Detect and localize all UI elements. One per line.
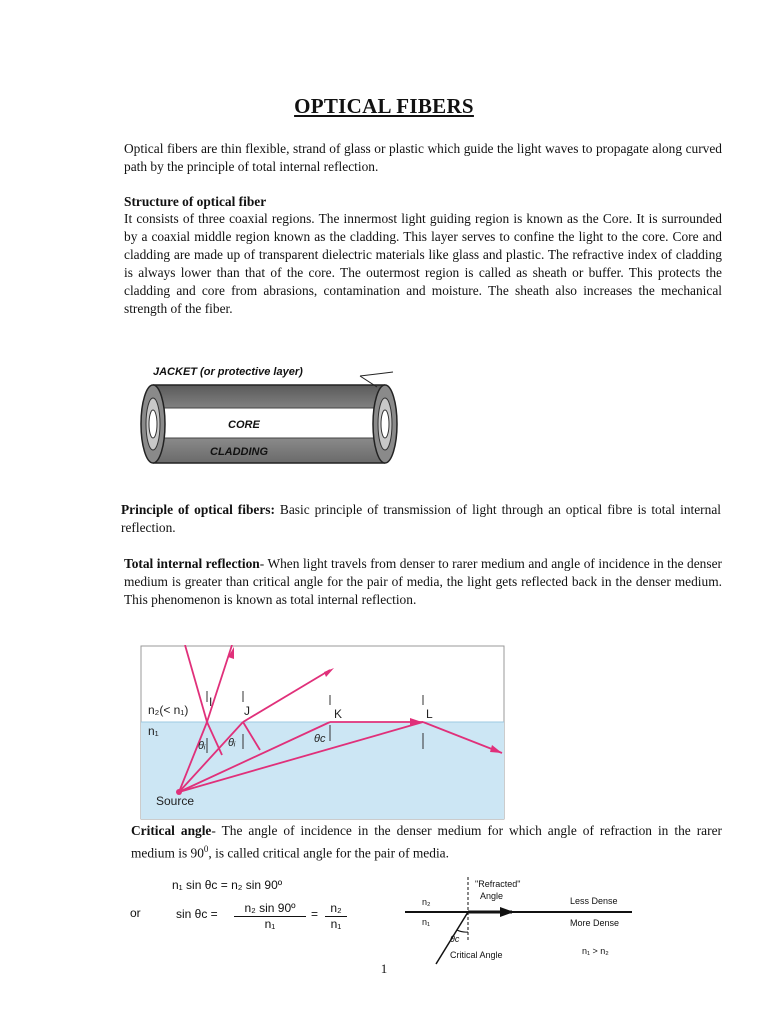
n2-label: n₂(< n₁) [148,703,189,717]
n1-label: n₁ [148,724,159,738]
fraction-2-denominator: n₁ [330,917,342,931]
point-j-label: J [244,704,250,718]
fraction-1-numerator: n₂ sin 90º [234,901,306,917]
critical-angle-formula [130,873,360,945]
intro-paragraph: Optical fibers are thin flexible, strand of glass or plastic which guide the light waves to propagate along curved path by the principle of total internal reflection. [124,141,722,174]
principle-paragraph [121,501,721,537]
point-i-label: I [209,695,213,709]
more-dense-label: More Dense [570,918,620,928]
formula-line-1: n₁ sin θc = n₂ sin 90º [172,878,283,892]
point-k-label: K [334,707,343,721]
angle-label: Angle [480,891,504,901]
n2-label: n₂ [422,897,431,907]
page-number: 1 [380,961,388,976]
tir-diagram [140,645,505,820]
core-layer [153,408,385,438]
critical-text-after: , is called critical angle for the pair of media. [208,845,449,861]
n1-label: n₁ [422,917,431,927]
relation-label: n₁ > n₂ [582,946,609,956]
critical-text-before: - The angle of incidence in the denser medium for which angle of refraction in the rarer medium is 90 [131,823,722,861]
theta-i-label-1: θᵢ [198,740,206,752]
formula-or: or [130,906,141,920]
fraction-2-numerator: n₂ [325,901,347,917]
tir-heading: Total internal reflection [124,556,260,571]
point-l-label: L [426,707,433,721]
structure-heading: Structure of optical fiber [124,194,267,209]
tir-paragraph [124,555,722,609]
fiber-structure-diagram [135,360,405,470]
formula-fraction-2 [325,901,347,931]
critical-angle-label: Critical Angle [450,950,503,960]
structure-paragraph: It consists of three coaxial regions. The innermost light guiding region is known as the Core. It is surrounded by a coaxial middle region known as the cladding. This layer serves to confine the light to the core. Core and cladding are made up of transparent dielectric materials like glass and plastic. The refractive index of cladding is always lower than that of the core. The outermost region is called as sheath or buffer. This protects the cladding and core from abrasions, contamination and moisture. The sheath also increases the mechanical strength of the fiber. [124,211,722,316]
less-dense-label: Less Dense [570,896,618,906]
tir-text: - When light travels from denser to rarer medium and angle of incidence in the denser medium is greater than critical angle for the pair of media, the light gets reflected back in the denser medium. This phenomenon is known as total internal reflection. [124,556,722,607]
critical-heading: Critical angle [131,823,212,838]
jacket-label: JACKET (or protective layer) [153,366,303,378]
principle-text: Basic principle of transmission of light through an optical fibre is total internal reflection. [121,502,721,535]
principle-heading: Principle of optical fibers: [121,502,275,517]
formula-equals: = [311,907,319,921]
theta-i-label-2: θᵢ [228,737,236,749]
page-title: OPTICAL FIBERS [294,94,474,118]
refracted-label: "Refracted" [475,879,521,889]
formula-lhs: sin θc = [176,907,218,921]
critical-angle-diagram [400,872,640,967]
critical-superscript: 0 [203,844,209,854]
source-label: Source [156,794,195,808]
fraction-1-denominator: n₁ [264,917,276,931]
cladding-label: CLADDING [210,446,269,458]
theta-c-label: θc [314,733,326,745]
core-label: CORE [228,419,260,431]
theta-c-label: θc [450,934,460,944]
critical-paragraph [131,822,722,862]
formula-fraction-1 [234,901,306,931]
